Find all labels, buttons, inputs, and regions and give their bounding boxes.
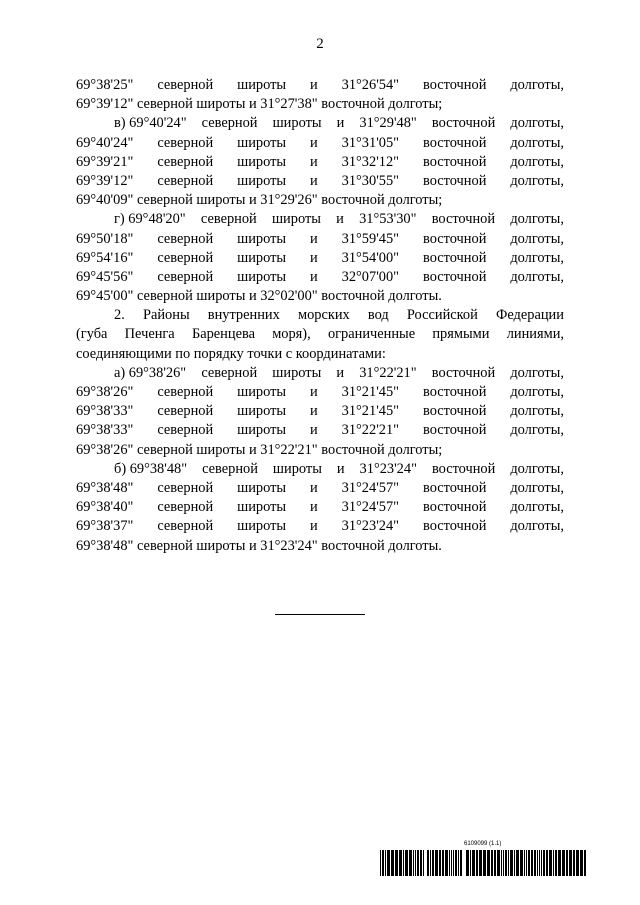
text-word: восточной xyxy=(423,134,487,151)
text-word: восточной xyxy=(431,460,496,477)
text-word: широты xyxy=(237,230,287,247)
text-word: долготы, xyxy=(510,422,564,439)
text-word: северной xyxy=(201,364,258,381)
text-word: 31°31'05" xyxy=(341,134,400,151)
text-word: северной xyxy=(201,115,258,132)
text-word: широты xyxy=(272,115,322,132)
text-line xyxy=(76,153,564,172)
text-word: Баренцева xyxy=(191,326,255,343)
text-word: долготы, xyxy=(510,518,564,535)
text-word: северной xyxy=(157,153,214,170)
text-word: и xyxy=(310,172,318,189)
text-word: и xyxy=(310,134,318,151)
text-word: долготы, xyxy=(510,249,564,266)
text-word: в) 69°40'24" xyxy=(114,115,187,132)
text-line xyxy=(76,134,564,153)
text-line xyxy=(76,76,564,95)
text-word: долготы, xyxy=(510,460,564,477)
text-word: соединяющими по порядку точки с координатами: xyxy=(76,345,386,362)
text-word: 31°53'30" xyxy=(359,211,417,228)
text-word: восточной xyxy=(431,115,496,132)
text-word: широты xyxy=(237,172,287,189)
text-word: широты xyxy=(237,249,287,266)
text-word: морских xyxy=(297,307,350,324)
text-word: 2. xyxy=(114,307,125,324)
text-word: долготы, xyxy=(510,479,564,496)
text-word: 31°21'45" xyxy=(341,403,400,420)
text-word: 69°38'40" xyxy=(76,499,134,516)
page-number: 2 xyxy=(316,36,324,52)
text-line xyxy=(76,537,564,556)
text-word: северной xyxy=(157,403,214,420)
text-word: 69°38'37" xyxy=(76,518,134,535)
paragraph-section-2 xyxy=(76,306,564,364)
text-word: северной xyxy=(157,422,214,439)
text-word: широты xyxy=(237,134,287,151)
text-word: и xyxy=(336,115,345,132)
text-line xyxy=(76,114,564,133)
text-line xyxy=(76,345,564,364)
text-word: 69°38'26" северной широты и 31°22'21" восточной долготы; xyxy=(76,441,443,458)
text-word: Российской xyxy=(406,307,478,324)
text-word: долготы, xyxy=(510,172,564,189)
text-line xyxy=(76,364,564,383)
text-word: 69°45'56" xyxy=(76,268,134,285)
text-word: 31°32'12" xyxy=(341,153,400,170)
text-line xyxy=(76,402,564,421)
text-word: 31°22'21" xyxy=(341,422,400,439)
text-word: долготы, xyxy=(510,384,564,400)
text-word: северной xyxy=(157,230,214,247)
text-word: северной xyxy=(157,268,214,285)
text-word: восточной xyxy=(431,364,496,381)
text-word: вод xyxy=(367,307,389,324)
text-word: 69°38'48" xyxy=(76,479,134,496)
text-word: восточной xyxy=(423,230,487,247)
text-line xyxy=(76,306,564,325)
document-body xyxy=(76,76,564,556)
text-word: восточной xyxy=(423,479,487,496)
text-word: и xyxy=(336,211,344,228)
text-word: долготы, xyxy=(510,77,564,93)
text-word: широты xyxy=(237,499,287,516)
text-word: северной xyxy=(157,134,214,151)
text-word: широты xyxy=(237,77,287,93)
text-word: долготы, xyxy=(510,153,564,170)
text-word: 31°23'24" xyxy=(341,518,400,535)
text-word: северной xyxy=(202,460,258,477)
text-line xyxy=(76,191,564,210)
text-word: долготы, xyxy=(510,364,564,381)
text-word: широты xyxy=(237,479,287,496)
text-line xyxy=(76,268,564,287)
text-word: 69°38'33" xyxy=(76,422,134,439)
text-word: 69°39'12" северной широты и 31°27'38" восточной долготы; xyxy=(76,96,443,113)
text-word: линиями, xyxy=(506,326,564,343)
text-word: широты xyxy=(237,403,287,420)
text-word: 69°40'24" xyxy=(76,134,134,151)
text-word: 31°59'45" xyxy=(341,230,400,247)
text-word: 31°29'48" xyxy=(359,115,417,132)
document-stamp: 6109099 (1.1) xyxy=(464,841,502,847)
text-word: 31°24'57" xyxy=(341,499,400,516)
text-word: внутренних xyxy=(207,307,280,324)
text-line xyxy=(76,249,564,268)
text-word: и xyxy=(310,403,318,420)
text-word: и xyxy=(310,230,318,247)
text-word: долготы, xyxy=(510,230,564,247)
text-line xyxy=(76,287,564,306)
text-word: и xyxy=(310,479,318,496)
text-word: восточной xyxy=(423,499,487,516)
text-word: 32°07'00" xyxy=(341,268,400,285)
text-word: восточной xyxy=(423,77,487,93)
text-word: северной xyxy=(157,172,214,189)
text-word: долготы, xyxy=(510,268,564,285)
text-word: широты xyxy=(271,211,321,228)
text-word: 69°50'18" xyxy=(76,230,134,247)
text-word: 31°21'45" xyxy=(341,384,400,400)
text-word: 69°54'16" xyxy=(76,249,134,266)
barcode-image xyxy=(378,850,588,876)
text-word: и xyxy=(310,518,318,535)
text-word: северной xyxy=(157,249,214,266)
text-word: долготы, xyxy=(510,403,564,420)
text-word: 31°26'54" xyxy=(341,77,400,93)
text-word: 69°38'33" xyxy=(76,403,134,420)
text-word: восточной xyxy=(423,518,487,535)
text-word: восточной xyxy=(431,211,496,228)
text-word: северной xyxy=(157,499,214,516)
text-word: Печенга xyxy=(124,326,175,343)
text-word: и xyxy=(310,153,318,170)
text-line xyxy=(76,95,564,114)
text-line xyxy=(76,441,564,460)
text-line xyxy=(76,517,564,536)
text-word: широты xyxy=(237,153,287,170)
text-word: и xyxy=(310,499,318,516)
text-word: г) 69°48'20" xyxy=(114,211,186,228)
text-word: широты xyxy=(237,422,287,439)
text-word: долготы, xyxy=(510,211,564,228)
text-word: Федерации xyxy=(495,307,564,324)
text-word: 31°24'57" xyxy=(341,479,400,496)
text-line xyxy=(76,460,564,479)
text-line xyxy=(76,479,564,498)
text-word: и xyxy=(336,364,345,381)
text-word: восточной xyxy=(423,153,487,170)
text-word: долготы, xyxy=(510,115,564,132)
text-word: 31°22'21" xyxy=(359,364,417,381)
text-word: восточной xyxy=(423,422,487,439)
text-word: широты xyxy=(272,460,322,477)
text-word: восточной xyxy=(423,403,487,420)
text-line xyxy=(76,383,564,402)
text-word: 69°45'00" северной широты и 32°02'00" восточной долготы. xyxy=(76,288,442,305)
text-word: широты xyxy=(272,364,322,381)
text-line xyxy=(76,498,564,517)
text-line xyxy=(76,230,564,249)
text-word: долготы, xyxy=(510,134,564,151)
text-word: 69°38'26" xyxy=(76,384,134,400)
text-word: 69°38'48" северной широты и 31°23'24" восточной долготы. xyxy=(76,537,442,554)
text-word: северной xyxy=(157,518,214,535)
text-word: северной xyxy=(157,384,214,400)
text-word: ограниченные xyxy=(327,326,416,343)
text-word: 69°39'12" xyxy=(76,172,134,189)
text-word: 69°38'25" xyxy=(76,77,134,93)
paragraph-coordinates-1 xyxy=(76,76,564,306)
text-word: восточной xyxy=(423,172,487,189)
text-line xyxy=(76,172,564,191)
text-word: восточной xyxy=(423,249,487,266)
text-word: широты xyxy=(237,518,287,535)
text-word: б) 69°38'48" xyxy=(114,460,188,477)
text-line xyxy=(76,421,564,440)
text-word: 69°39'21" xyxy=(76,153,134,170)
text-word: и xyxy=(310,268,318,285)
text-word: моря), xyxy=(272,326,311,343)
text-word: (губа xyxy=(76,326,108,343)
text-word: и xyxy=(310,384,318,400)
text-word: 69°40'09" северной широты и 31°29'26" восточной долготы; xyxy=(76,192,443,209)
text-line xyxy=(76,210,564,229)
text-word: и xyxy=(310,422,318,439)
text-word: восточной xyxy=(423,268,487,285)
text-word: 31°54'00" xyxy=(341,249,400,266)
text-word: 31°23'24" xyxy=(359,460,417,477)
text-word: долготы, xyxy=(510,499,564,516)
text-word: а) 69°38'26" xyxy=(114,364,187,381)
text-word: и xyxy=(310,249,318,266)
section-divider xyxy=(275,614,365,615)
text-word: прямыми xyxy=(432,326,490,343)
text-word: широты xyxy=(237,268,287,285)
text-word: широты xyxy=(237,384,287,400)
text-word: 31°30'55" xyxy=(341,172,400,189)
text-word: северной xyxy=(200,211,257,228)
text-word: восточной xyxy=(423,384,487,400)
text-line xyxy=(76,325,564,344)
text-word: и xyxy=(310,77,318,93)
text-word: северной xyxy=(157,479,214,496)
text-word: и xyxy=(336,460,345,477)
text-word: Районы xyxy=(142,307,190,324)
text-word: северной xyxy=(157,77,214,93)
paragraph-coordinates-2 xyxy=(76,364,564,556)
